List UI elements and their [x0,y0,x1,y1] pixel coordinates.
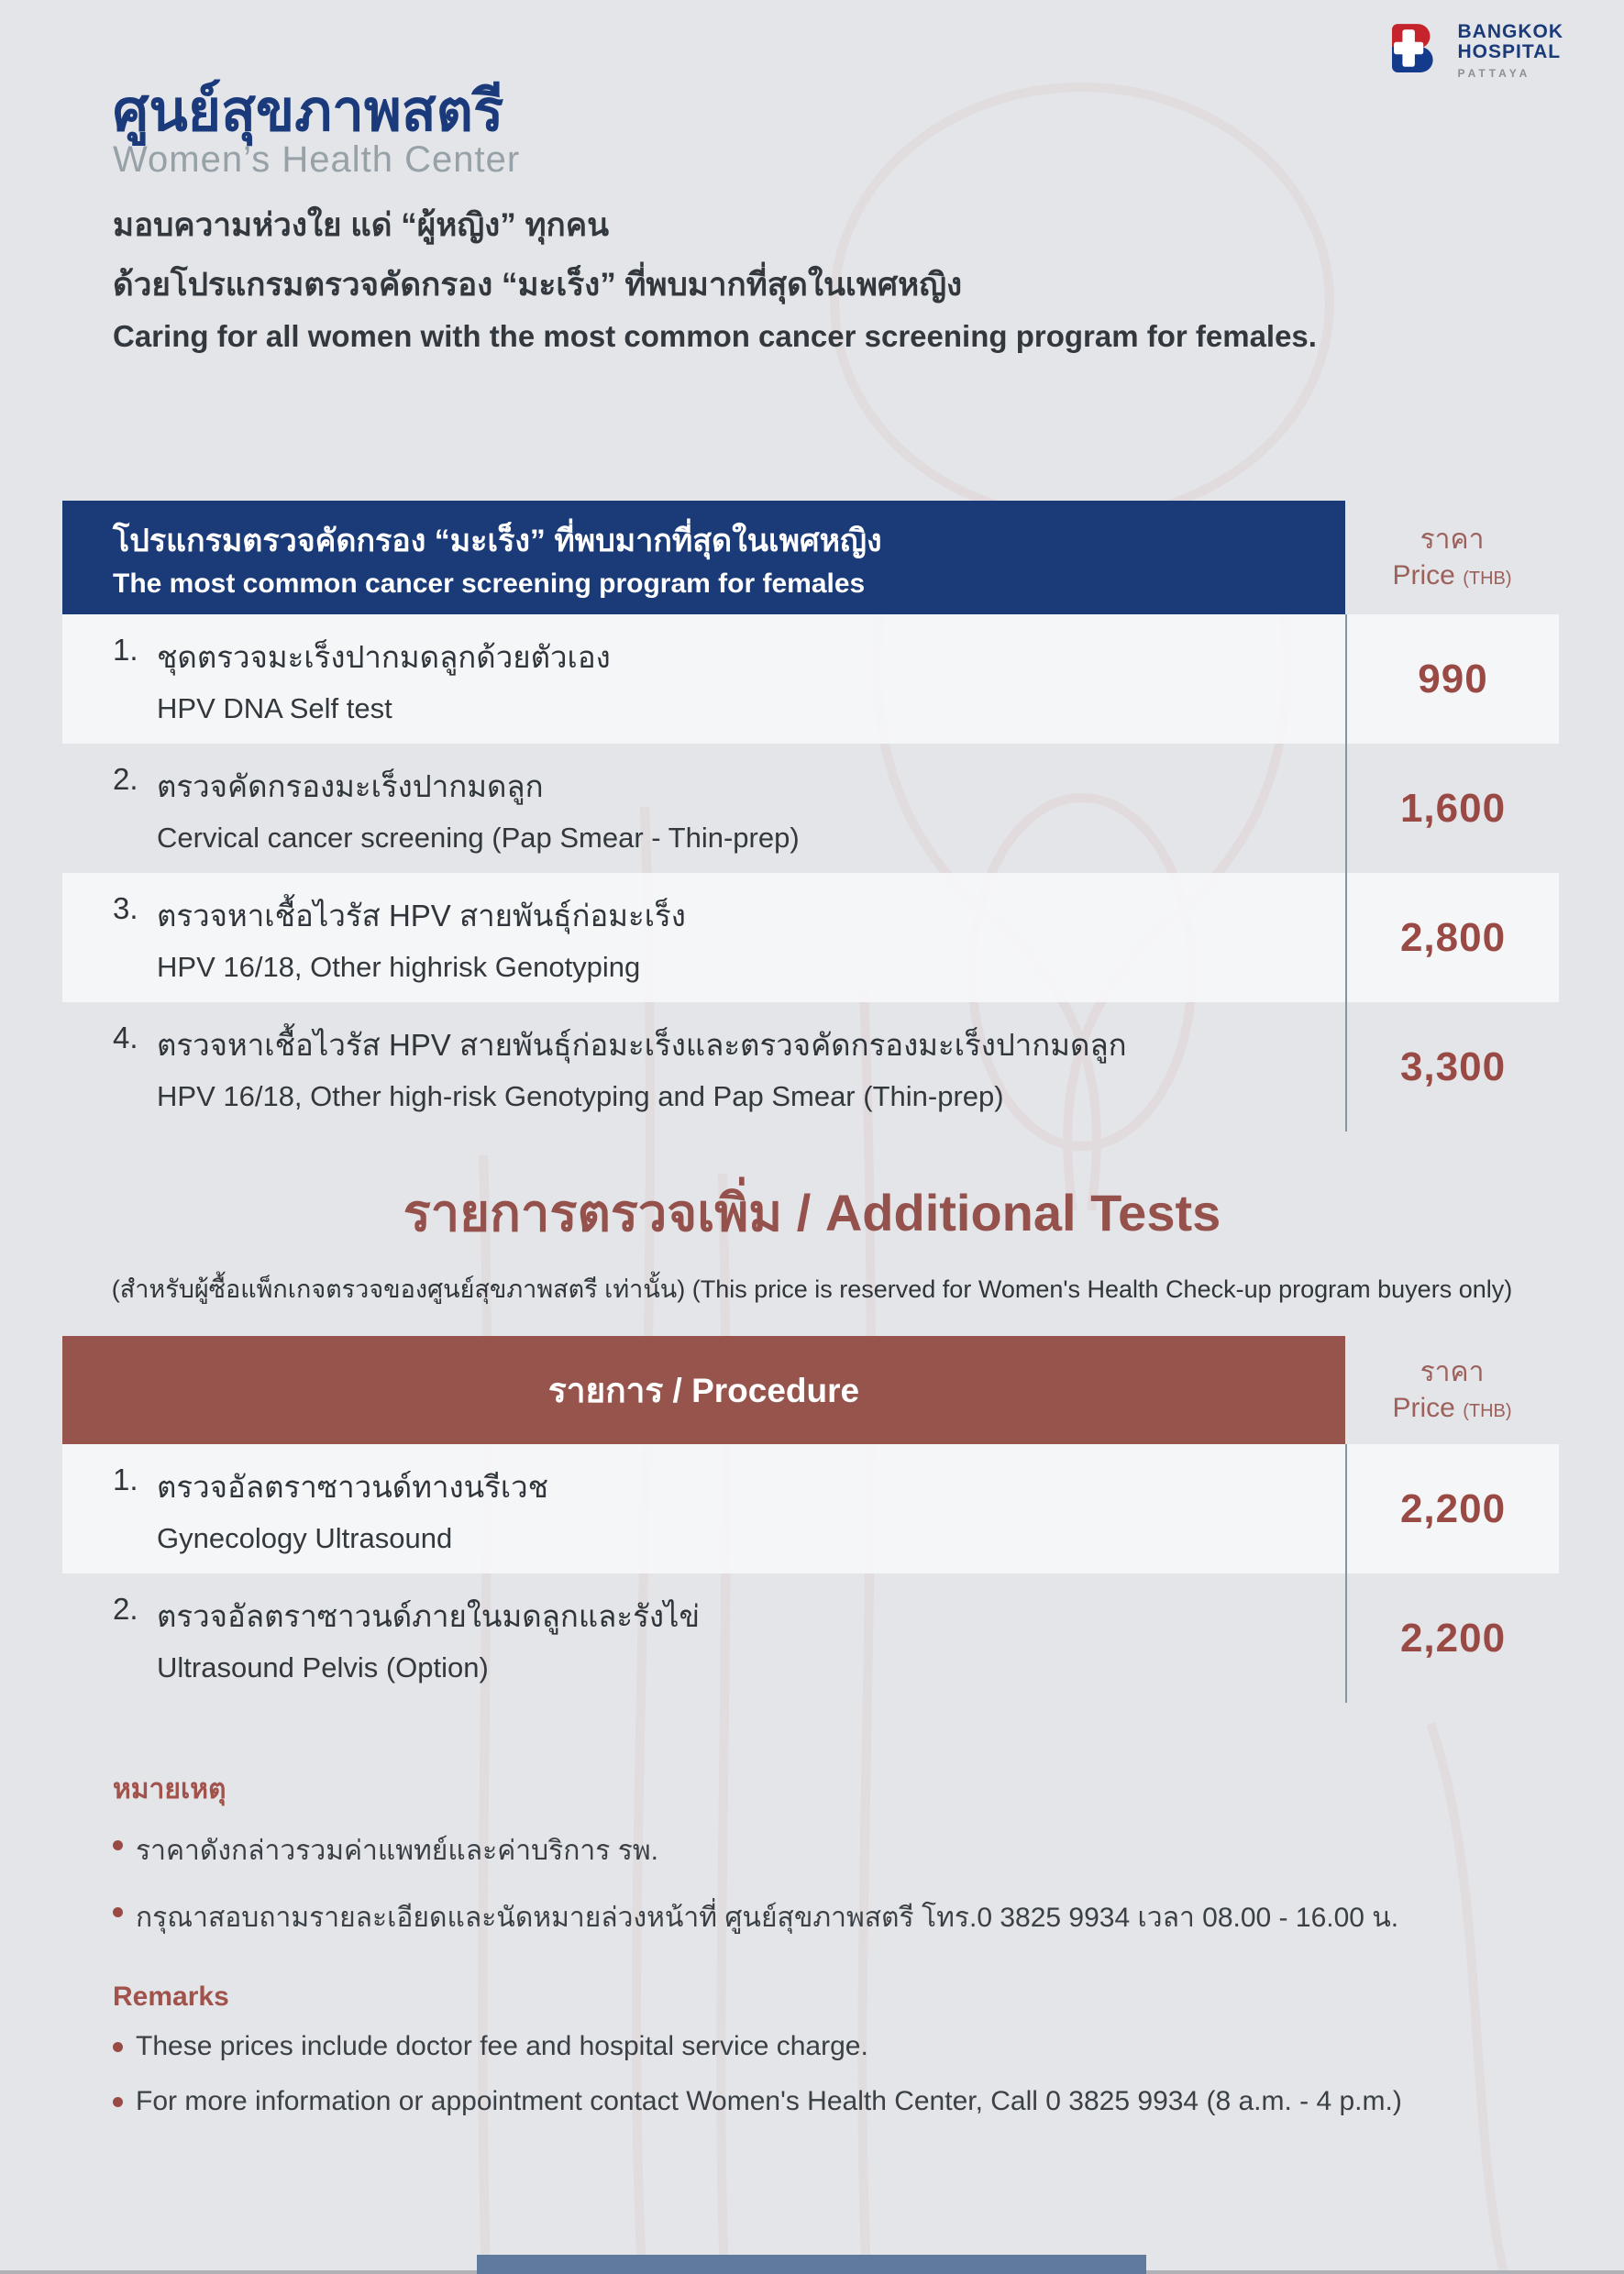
bangkok-hospital-logo-icon [1388,22,1447,73]
additional-table-header [62,1336,1559,1444]
remark-item [113,1896,1543,1939]
row-number: 2. [113,1592,138,1626]
intro-paragraph [113,200,1543,363]
intro-line3-english: Caring for all women with the most common cancer screening program for females. [113,319,1317,353]
procedure-cell [62,873,1345,1002]
intro-line1-thai: มอบความห่วงใย แด่ “ผู้หญิง” ทุกคน [113,207,610,243]
procedure-thai: ตรวจคัดกรองมะเร็งปากมดลูก [157,769,544,803]
remarks-section [113,1768,1543,2141]
row-number: 4. [113,1021,138,1054]
logo-location: PATTAYA [1457,67,1531,81]
screening-table-header-bar [62,501,1345,614]
table-row [62,1444,1559,1573]
procedure-thai: ชุดตรวจมะเร็งปากมดลูกด้วยตัวเอง [157,640,611,674]
row-number: 3. [113,891,138,925]
price-cell: 2,200 [1345,1573,1559,1703]
remark-text: These prices include doctor fee and hospital service charge. [136,2031,868,2061]
bullet-dot-icon [113,2042,123,2052]
procedure-english: Cervical cancer screening (Pap Smear - Thin-prep) [157,822,800,854]
remark-text: ราคาดังกล่าวรวมค่าแพทย์และค่าบริการ รพ. [136,1836,658,1866]
price-unit-label: (THB) [1463,568,1512,589]
price-cell: 2,800 [1345,873,1559,1002]
price-cell: 1,600 [1345,744,1559,873]
procedure-english: HPV DNA Self test [157,692,392,724]
price-column-header [1345,1336,1559,1444]
hospital-logo [1388,22,1564,79]
screening-table-header [62,501,1559,614]
price-column-header [1345,501,1559,614]
table-row [62,1002,1559,1131]
table-row [62,1573,1559,1703]
bullet-dot-icon [113,1840,123,1850]
screening-header-thai: โปรแกรมตรวจคัดกรอง “มะเร็ง” ที่พบมากที่สุดในเพศหญิง [113,524,882,558]
price-label-english: Price [1392,560,1455,591]
procedure-english: HPV 16/18, Other highrisk Genotyping [157,951,641,983]
logo-text [1458,22,1564,79]
price-label-thai: ราคา [1420,524,1485,555]
additional-tests-subtitle: (สำหรับผู้ซื้อแพ็กเกจตรวจของศูนย์สุขภาพสตรี เท่านั้น) (This price is reserved for Women's Health Check-up program buyers only) [111,1275,1513,1303]
row-number: 2. [113,762,138,796]
additional-tests-table [62,1336,1559,1703]
screening-program-table [62,501,1559,1131]
procedure-cell [62,1444,1345,1573]
procedure-english: Gynecology Ultrasound [157,1522,453,1554]
remark-item [113,2086,1543,2117]
footer-bar [477,2255,1146,2274]
procedure-thai: ตรวจอัลตราซาวนด์ทางนรีเวช [157,1470,549,1504]
table-row [62,744,1559,873]
page-title-thai: ศูนย์สุขภาพสตรี [113,80,504,143]
procedure-cell [62,1002,1345,1131]
remark-item [113,1829,1543,1872]
price-cell: 2,200 [1345,1444,1559,1573]
procedure-thai: ตรวจหาเชื้อไวรัส HPV สายพันธุ์ก่อมะเร็งและตรวจคัดกรองมะเร็งปากมดลูก [157,1028,1127,1062]
table-row [62,614,1559,744]
price-label-english: Price [1392,1393,1455,1423]
screening-header-english: The most common cancer screening program for females [113,568,866,599]
intro-line2-thai: ด้วยโปรแกรมตรวจคัดกรอง “มะเร็ง” ที่พบมากที่สุดในเพศหญิง [113,267,963,303]
remarks-title-thai: หมายเหตุ [113,1774,226,1805]
row-number: 1. [113,1463,138,1496]
procedure-english: Ultrasound Pelvis (Option) [157,1651,489,1683]
price-cell: 3,300 [1345,1002,1559,1131]
page-title-english: Women’s Health Center [113,139,521,180]
bullet-dot-icon [113,2097,123,2107]
procedure-cell [62,614,1345,744]
remark-item [113,2031,1543,2062]
additional-table-header-bar [62,1336,1345,1444]
procedure-cell [62,744,1345,873]
procedure-cell [62,1573,1345,1703]
procedure-thai: ตรวจหาเชื้อไวรัส HPV สายพันธุ์ก่อมะเร็ง [157,899,686,933]
price-cell: 990 [1345,614,1559,744]
remark-text: กรุณาสอบถามรายละเอียดและนัดหมายล่วงหน้าที่ ศูนย์สุขภาพสตรี โทร.0 3825 9934 เวลา 08.00 - 16.00 น. [136,1903,1399,1933]
price-unit-label: (THB) [1463,1401,1512,1421]
price-label-thai: ราคา [1420,1357,1485,1387]
procedure-thai: ตรวจอัลตราซาวนด์ภายในมดลูกและรังไข่ [157,1599,701,1633]
bullet-dot-icon [113,1907,123,1917]
procedure-english: HPV 16/18, Other high-risk Genotyping and Pap Smear (Thin-prep) [157,1080,1004,1112]
row-number: 1. [113,633,138,667]
remark-text: For more information or appointment contact Women's Health Center, Call 0 3825 9934 (8 a.m. - 4 p.m.) [136,2086,1402,2116]
additional-tests-title: รายการตรวจเพิ่ม / Additional Tests [403,1184,1221,1242]
remarks-title-english: Remarks [113,1981,229,2012]
table-row [62,873,1559,1002]
logo-brand-line2: HOSPITAL [1457,41,1562,63]
additional-header-label: รายการ / Procedure [547,1371,860,1409]
logo-brand-line1: BANGKOK [1457,21,1563,42]
